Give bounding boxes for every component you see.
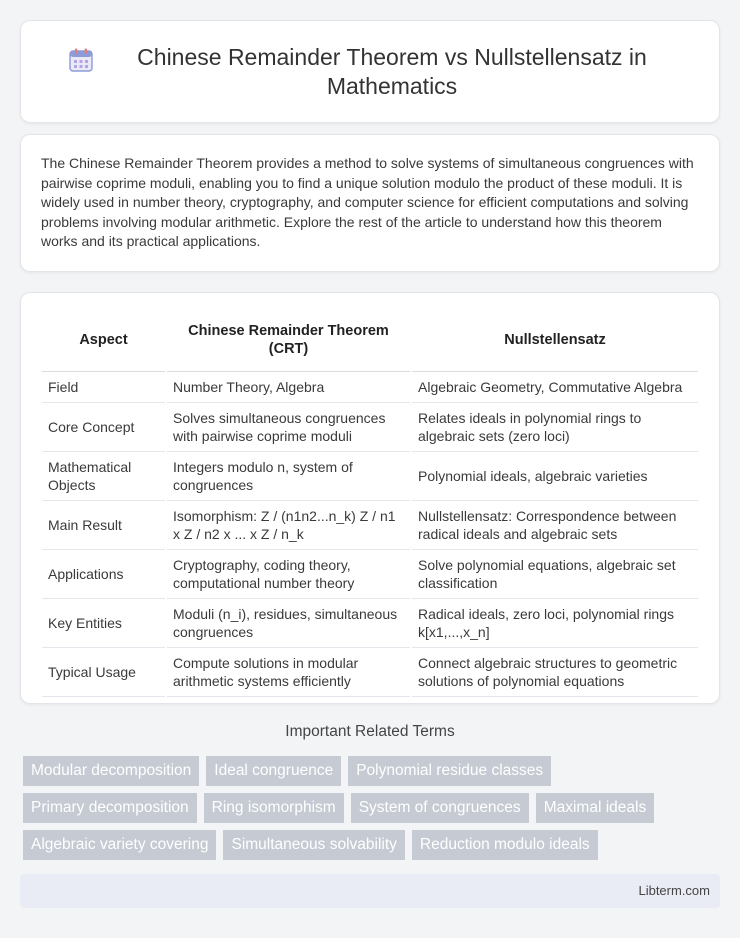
table-row — [42, 598, 698, 647]
table-cell: Integers modulo n, system of congruences — [166, 451, 411, 500]
header-aspect: Aspect — [42, 309, 166, 371]
intro-card — [20, 134, 720, 272]
table-cell: Applications — [42, 549, 166, 598]
table-row — [42, 371, 698, 402]
table-cell: Moduli (n_i), residues, simultaneous congruences — [166, 598, 411, 647]
header-nullstellensatz: Nullstellensatz — [411, 309, 698, 371]
table-cell: Radical ideals, zero loci, polynomial rings k[x1,...,x_n] — [411, 598, 698, 647]
related-terms-heading: Important Related Terms — [285, 723, 455, 740]
tag-primary-decomposition[interactable]: Primary decomposition — [23, 793, 197, 823]
tag-reduction-modulo-ideals[interactable]: Reduction modulo ideals — [412, 830, 598, 860]
table-cell: Mathematical Objects — [42, 451, 166, 500]
tag-row — [23, 756, 723, 786]
tag-polynomial-residue-classes[interactable]: Polynomial residue classes — [348, 756, 551, 786]
table-cell: Main Result — [42, 500, 166, 549]
intro-text: The Chinese Remainder Theorem provides a method to solve systems of simultaneous congruences with pairwise coprime moduli, enabling you to find a unique solution modulo the product of these moduli. It is widely used in number theory, cryptography, and computer science for efficient computations and solving problems involving modular arithmetic. Explore the rest of the article to understand how this theorem works and its practical applications. — [41, 155, 694, 250]
comparison-table — [42, 309, 698, 697]
table-cell: Algebraic Geometry, Commutative Algebra — [411, 371, 698, 402]
table-row — [42, 647, 698, 696]
tag-algebraic-variety-covering[interactable]: Algebraic variety covering — [23, 830, 216, 860]
tag-ideal-congruence[interactable]: Ideal congruence — [206, 756, 341, 786]
table-cell: Typical Usage — [42, 647, 166, 696]
table-cell: Number Theory, Algebra — [166, 371, 411, 402]
table-row — [42, 500, 698, 549]
tag-system-of-congruences[interactable]: System of congruences — [351, 793, 529, 823]
tag-maximal-ideals[interactable]: Maximal ideals — [536, 793, 655, 823]
table-row — [42, 549, 698, 598]
footer — [20, 874, 720, 908]
tag-simultaneous-solvability[interactable]: Simultaneous solvability — [223, 830, 404, 860]
tag-row — [23, 830, 723, 860]
tag-row — [23, 793, 723, 823]
table-cell: Nullstellensatz: Correspondence between radical ideals and algebraic sets — [411, 500, 698, 549]
table-header-row — [42, 309, 698, 371]
table-row — [42, 402, 698, 451]
tag-ring-isomorphism[interactable]: Ring isomorphism — [204, 793, 344, 823]
table-cell: Core Concept — [42, 402, 166, 451]
page-title: Chinese Remainder Theorem vs Nullstellensatz in Mathematics — [137, 43, 647, 99]
table-cell: Solve polynomial equations, algebraic set classification — [411, 549, 698, 598]
table-cell: Field — [42, 371, 166, 402]
table-row — [42, 451, 698, 500]
header-crt: Chinese Remainder Theorem (CRT) — [166, 309, 411, 371]
footer-brand-link[interactable]: Libterm.com — [638, 883, 710, 898]
header-card — [20, 20, 720, 123]
table-cell: Cryptography, coding theory, computational number theory — [166, 549, 411, 598]
table-cell: Connect algebraic structures to geometric solutions of polynomial equations — [411, 647, 698, 696]
comparison-card — [20, 292, 720, 704]
table-cell: Isomorphism: Z / (n1n2...n_k) Z / n1 x Z / n2 x ... x Z / n_k — [166, 500, 411, 549]
table-cell: Compute solutions in modular arithmetic systems efficiently — [166, 647, 411, 696]
table-cell: Key Entities — [42, 598, 166, 647]
tag-modular-decomposition[interactable]: Modular decomposition — [23, 756, 199, 786]
table-cell: Solves simultaneous congruences with pairwise coprime moduli — [166, 402, 411, 451]
related-terms-list — [23, 756, 723, 867]
table-cell: Polynomial ideals, algebraic varieties — [411, 451, 698, 500]
table-cell: Relates ideals in polynomial rings to algebraic sets (zero loci) — [411, 402, 698, 451]
calendar-icon — [68, 47, 94, 73]
